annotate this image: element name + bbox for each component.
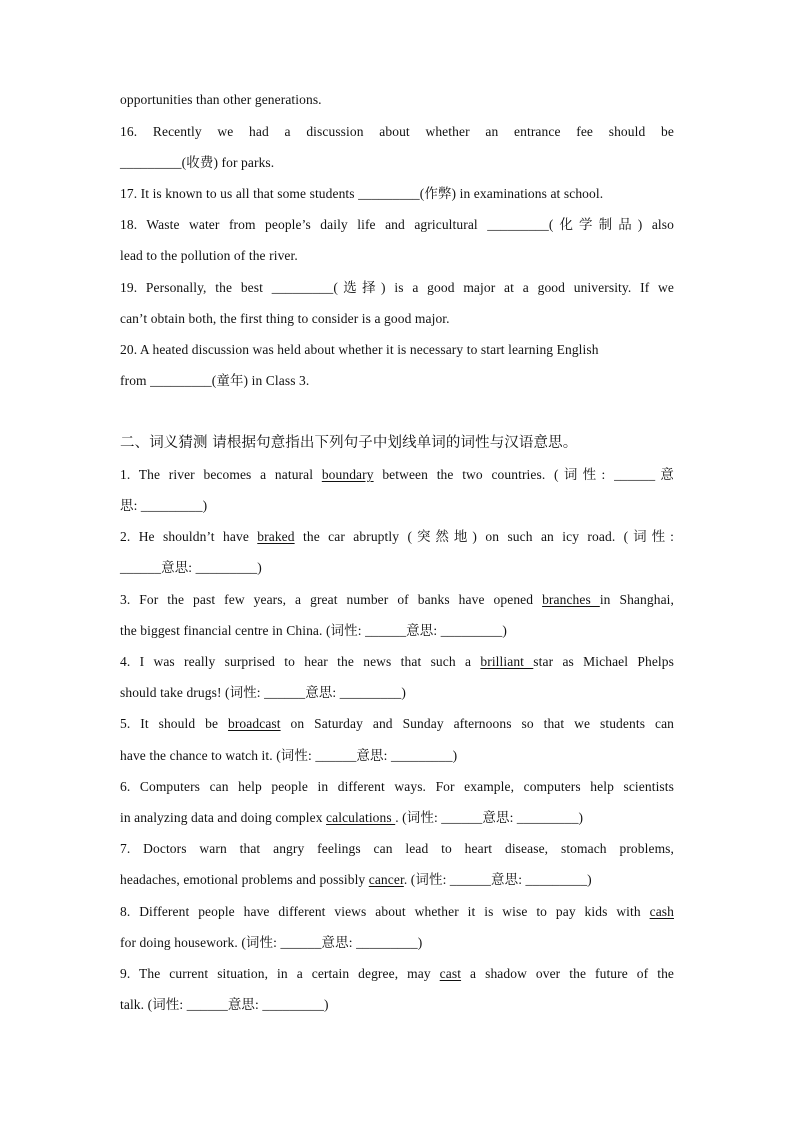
line-q20a: 20. A heated discussion was held about whether it is necessary to start learning English: [120, 342, 599, 357]
q4-line2: should take drugs! (词性: ______意思: _________): [120, 685, 407, 700]
q3-line1: [120, 590, 674, 610]
q5-text-pre: 5. It should be: [120, 716, 228, 731]
q9-text-pre: 9. The current situation, in a certain degree, may: [120, 966, 440, 981]
q8-text-pre: 8. Different people have different views about whether it is wise to pay kids with: [120, 904, 650, 919]
q4-text-post: star as Michael Phelps: [533, 654, 674, 669]
line-q18b: lead to the pollution of the river.: [120, 248, 298, 263]
q5-line2: have the chance to watch it. (词性: ______意思: _________): [120, 748, 458, 763]
q5-line1: [120, 714, 674, 734]
q2-line2: ______意思: _________): [120, 560, 262, 575]
q3-text-post: in Shanghai,: [599, 592, 674, 607]
q2-line1: [120, 527, 674, 547]
line-q20b: from _________(童年) in Class 3.: [120, 373, 310, 388]
line-q16a: 16. Recently we had a discussion about whether an entrance fee should be: [120, 124, 674, 139]
q2-underlined-word: braked: [257, 529, 295, 544]
q1-line1: [120, 465, 674, 485]
q8-line2: for doing housework. (词性: ______意思: _________): [120, 935, 423, 950]
q4-text-pre: 4. I was really surprised to hear the news that such a: [120, 654, 481, 669]
q6-line2: [120, 808, 674, 828]
q3-text-pre: 3. For the past few years, a great number of banks have opened: [120, 592, 543, 607]
q2-text-pre: 2. He shouldn’t have: [120, 529, 258, 544]
q3-line2: the biggest financial centre in China. (词性: ______意思: _________): [120, 623, 507, 638]
q5-underlined-word: broadcast: [227, 716, 281, 731]
q7-underlined-word: cancer: [368, 872, 404, 887]
q7-line1: 7. Doctors warn that angry feelings can lead to heart disease, stomach problems,: [120, 841, 674, 856]
q7-line2: [120, 870, 674, 890]
q4-underlined-word: brilliant: [480, 654, 534, 669]
line-q18a: 18. Waste water from people’s daily life and agricultural _________(化学制品) also: [120, 217, 674, 232]
q1-underlined-word: boundary: [321, 467, 374, 482]
q6-text-post: . (词性: ______意思: _________): [395, 810, 584, 825]
q9-line2: talk. (词性: ______意思: _________): [120, 997, 329, 1012]
q3-underlined-word: branches: [542, 592, 600, 607]
line-q17: 17. It is known to us all that some students _________(作弊) in examinations at school.: [120, 186, 604, 201]
line-q16b: _________(收费) for parks.: [120, 155, 275, 170]
q8-line1: [120, 902, 674, 922]
q6-underlined-word: calculations: [326, 810, 396, 825]
q7-text-post: . (词性: ______意思: _________): [403, 872, 592, 887]
q1-line2: 思: _________): [120, 498, 208, 513]
q6-text-pre: in analyzing data and doing complex: [120, 810, 327, 825]
line-q19b: can’t obtain both, the first thing to consider is a good major.: [120, 311, 450, 326]
q7-text-pre: headaches, emotional problems and possibly: [120, 872, 369, 887]
q6-line1: 6. Computers can help people in different ways. For example, computers help scientists: [120, 779, 674, 794]
line-q19a: 19. Personally, the best _________(选择) is a good major at a good university. If we: [120, 280, 674, 295]
q5-text-post: on Saturday and Sunday afternoons so that we students can: [280, 716, 675, 731]
q9-underlined-word: cast: [439, 966, 462, 981]
line-q15-end: opportunities than other generations.: [120, 92, 322, 107]
q1-text-post: between the two countries. (词性: ______意: [373, 467, 675, 482]
section-heading: 二、词义猜测 请根据句意指出下列句子中划线单词的词性与汉语意思。: [120, 435, 578, 451]
q4-line1: [120, 652, 674, 672]
q2-text-post: the car abruptly (突然地) on such an icy road. (词性:: [294, 529, 674, 544]
q1-text-pre: 1. The river becomes a natural: [120, 467, 322, 482]
q9-text-post: a shadow over the future of the: [461, 966, 675, 981]
q9-line1: [120, 964, 674, 984]
q8-underlined-word: cash: [649, 904, 674, 919]
